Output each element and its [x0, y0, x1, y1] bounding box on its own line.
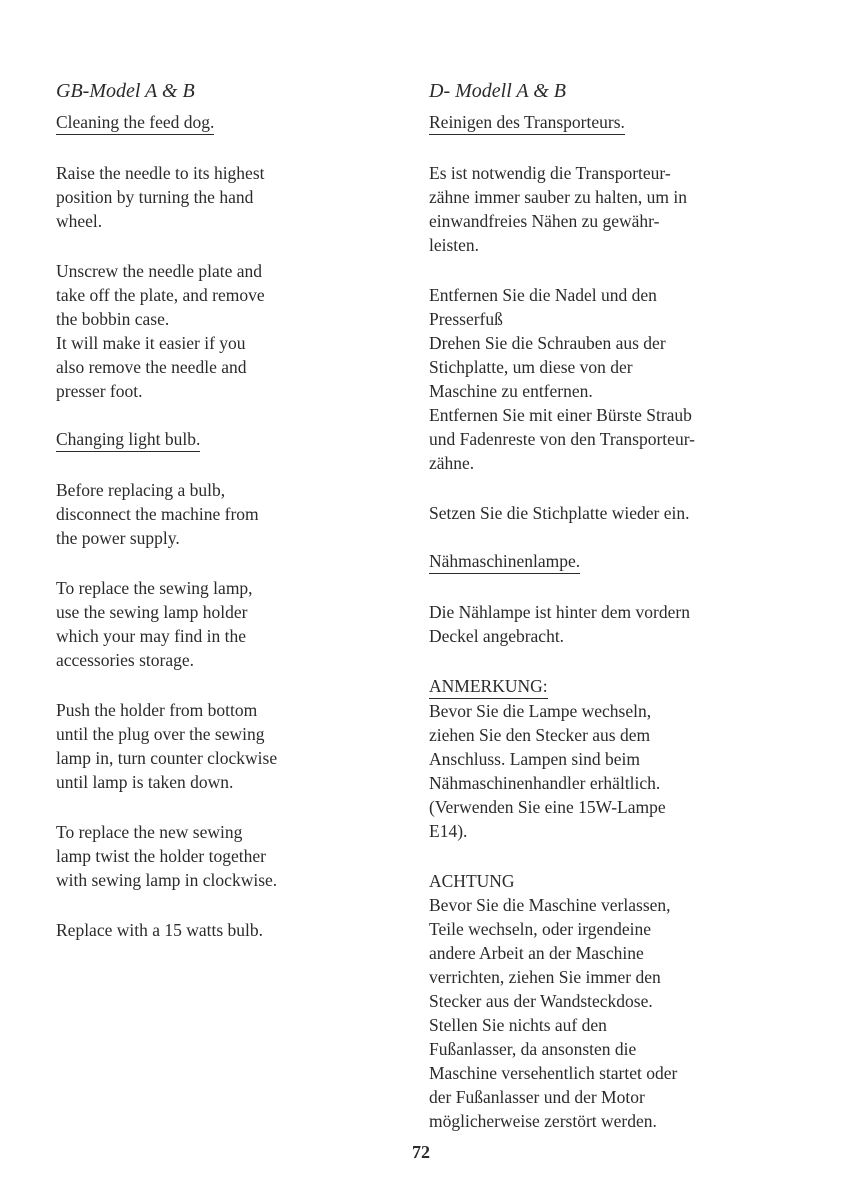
paragraph-achtung: Bevor Sie die Maschine verlassen, Teile wechseln, oder irgendeine andere Arbeit an der Maschine verrichten, ziehen Sie immer den Stecker aus der Wandsteckdose. Stellen Sie nichts auf den Fußanlasser, da ansonsten die Maschine versehentlich startet oder der Fußanlasser und der Motor möglicherweise zerstört werden. [429, 895, 678, 1131]
paragraph-unscrew-plate: Unscrew the needle plate and take off the plate, and remove the bobbin case. It will make it easier if you also remove the needle and presser foot. [56, 261, 265, 401]
german-model-title: D- Modell A & B [429, 80, 567, 102]
heading-naehmaschinenlampe: Nähmaschinenlampe. [429, 550, 580, 574]
heading-reinigen-transporteur: Reinigen des Transporteurs. [429, 111, 625, 135]
german-column [429, 78, 769, 1133]
heading-changing-light-bulb: Changing light bulb. [56, 428, 200, 452]
english-column [56, 78, 386, 942]
paragraph-push-holder: Push the holder from bottom until the plug over the sewing lamp in, turn counter clockwise until lamp is taken down. [56, 700, 278, 792]
english-model-title: GB-Model A & B [56, 80, 195, 102]
paragraph-raise-needle: Raise the needle to its highest position by turning the hand wheel. [56, 163, 265, 231]
paragraph-naehlampe: Die Nählampe ist hinter dem vordern Deckel angebracht. [429, 602, 690, 646]
paragraph-replace-lamp: To replace the sewing lamp, use the sewing lamp holder which your may find in the accessories storage. [56, 578, 253, 670]
page-number: 72 [412, 1142, 430, 1162]
heading-achtung: ACHTUNG [429, 871, 515, 891]
heading-cleaning-feed-dog: Cleaning the feed dog. [56, 111, 214, 135]
paragraph-before-replacing: Before replacing a bulb, disconnect the machine from the power supply. [56, 480, 259, 548]
paragraph-notwendig: Es ist notwendig die Transporteur- zähne immer sauber zu halten, um in einwandfreies Nähen zu gewähr- leisten. [429, 163, 688, 255]
heading-anmerkung: ANMERKUNG: [429, 675, 548, 699]
paragraph-setzen: Setzen Sie die Stichplatte wieder ein. [429, 503, 690, 523]
paragraph-watts-bulb: Replace with a 15 watts bulb. [56, 920, 264, 940]
paragraph-new-lamp: To replace the new sewing lamp twist the holder together with sewing lamp in clockwise. [56, 822, 278, 890]
paragraph-entfernen: Entfernen Sie die Nadel und den Presserfuß Drehen Sie die Schrauben aus der Stichplatte, um diese von der Maschine zu entfernen. Entfernen Sie mit einer Bürste Straub und Fadenreste von den Transporteur- zähne. [429, 285, 695, 473]
paragraph-anmerkung: Bevor Sie die Lampe wechseln, ziehen Sie den Stecker aus dem Anschluss. Lampen sind beim Nähmaschinenhandler erhältlich. (Verwenden Sie eine 15W-Lampe E14). [429, 701, 666, 841]
